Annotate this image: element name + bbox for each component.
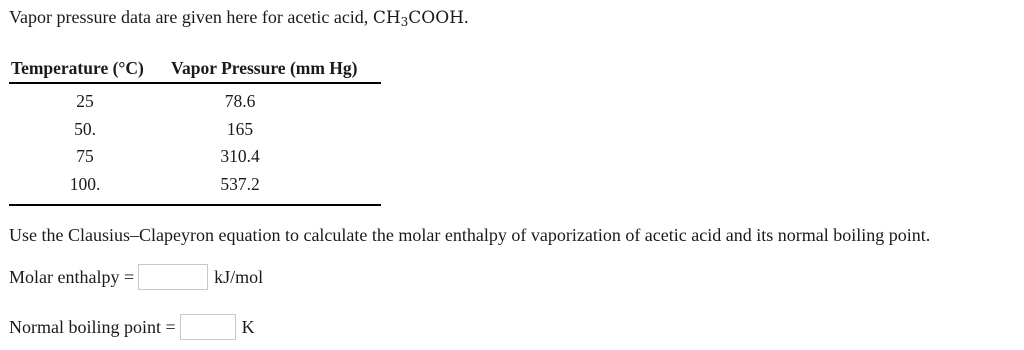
header-vapor-pressure: Vapor Pressure (mm Hg) [169,54,381,83]
cell-vapor-pressure: 310.4 [220,146,260,167]
header-temperature: Temperature (°C) [9,54,169,83]
cell-temperature: 100. [9,171,169,206]
table-row [9,171,381,206]
cell-temperature: 75 [76,146,94,167]
molar-enthalpy-row [9,264,263,290]
cell-vapor-pressure: 165 [226,118,254,139]
boiling-point-row [9,314,255,340]
molar-enthalpy-input[interactable] [138,264,208,290]
cell-vapor-pressure: 537.2 [169,171,381,206]
question-text: Use the Clausius–Clapeyron equation to calculate the molar enthalpy of vaporization of acetic acid and its normal boiling point. [9,225,931,245]
formula-part-ch: CH [372,8,401,28]
molar-enthalpy-label: Molar enthalpy = [9,266,135,287]
vapor-pressure-table [9,54,381,206]
formula-subscript: 3 [400,15,409,29]
table-row [9,83,381,116]
table-header-row [9,54,381,83]
cell-temperature: 50. [74,118,96,139]
boiling-point-label: Normal boiling point = [9,316,176,337]
intro-period: . [464,7,469,27]
formula-part-cooh: COOH [408,8,465,28]
molar-enthalpy-unit: kJ/mol [214,266,264,287]
cell-temperature: 25 [76,91,94,112]
table-row [9,116,381,144]
chemical-formula [373,8,464,28]
intro-text [9,7,469,29]
boiling-point-input[interactable] [180,314,236,340]
intro-sentence: Vapor pressure data are given here for acetic acid, [9,7,369,27]
table-row [9,143,381,171]
boiling-point-unit: K [241,316,255,337]
cell-vapor-pressure: 78.6 [224,91,256,112]
